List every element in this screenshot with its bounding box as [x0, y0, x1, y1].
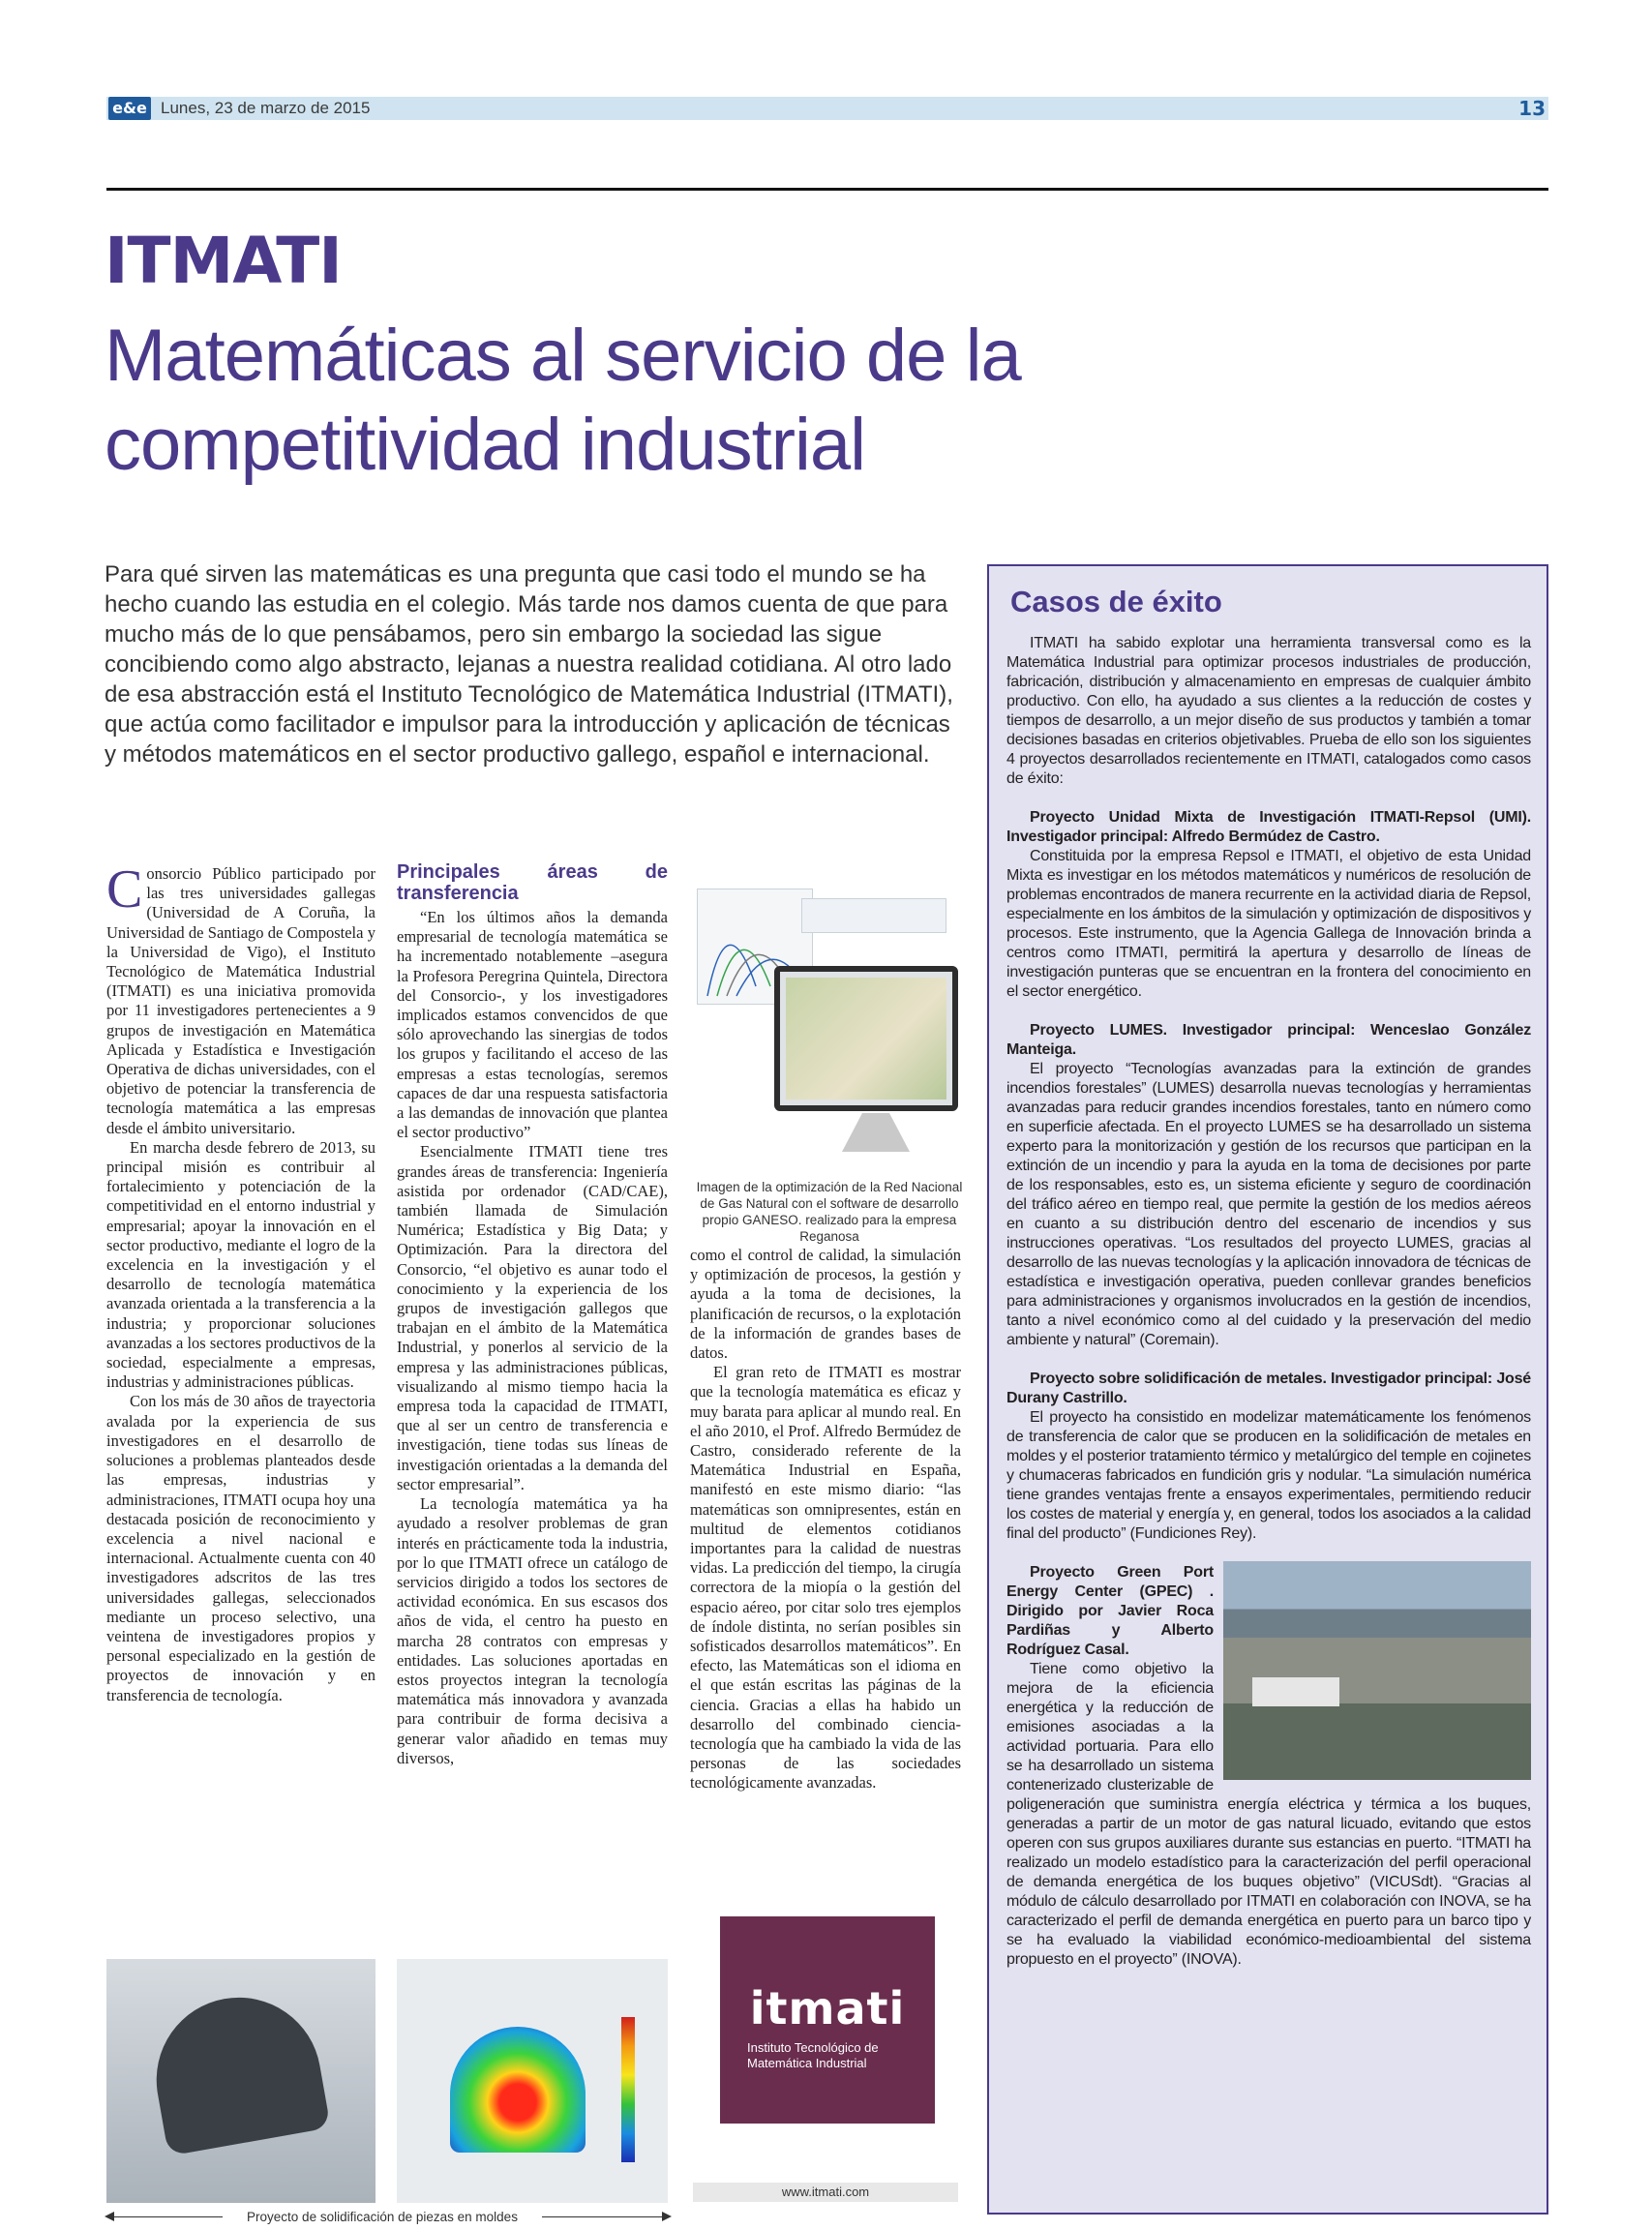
- newspaper-logo: e&e: [108, 97, 151, 120]
- website-link[interactable]: www.itmati.com: [693, 2183, 958, 2202]
- project-3-title: Proyecto sobre solidificación de metales. Investigador principal: José Durany Castrillo.: [1006, 1371, 1531, 1406]
- top-rule: [106, 188, 1548, 191]
- arrow-left-icon: [105, 2212, 114, 2221]
- subheading: Principales áreas de transferencia: [397, 861, 668, 904]
- itmati-logo: itmati: [749, 1982, 906, 2034]
- col2-paragraph-2: Esencialmente ITMATI tiene tres grandes áreas de transferencia: Ingeniería asistida por ordenador (CAD/CAE), también llamada de Simulación Numérica; Estadística y Big Data; y Optimización. Para la directora del Consorcio, “el objetivo es aunar todo el conocimiento y la experiencia de los grupos de investigación gallegos que trabajan en el ámbito de la Matemática Industrial, y ponerlos al servicio de la empresa y las administraciones públicas, visualizando al mismo tiempo hacia la empresa toda la capacidad de ITMATI, que al ser un centro de transferencia e investigación, tiene todas sus líneas de investigación orientadas a la demanda del sector empresarial”.: [397, 1142, 668, 1493]
- sidebar-intro: ITMATI ha sabido explotar una herramienta transversal como es la Matemática Industrial para optimizar procesos industriales de producción, fabricación, distribución y almacenamiento en empresas de cualquier ámbito productivo. Con ello, ha ayudado a sus clientes a la reducción de costes y tiempos de desarrollo, a un mejor diseño de sus productos y también a tomar decisiones basadas en criterios objetivables. Prueba de ello son los siguientes 4 proyectos desarrollados recientemente en ITMATI, catalogados como casos de éxito:: [1006, 635, 1531, 787]
- article-column-2: [397, 861, 668, 1768]
- project-1-text: Constituida por la empresa Repsol e ITMATI, el objetivo de esta Unidad Mixta es investigar en los métodos matemáticos y numéricos de resolución de problemas encontrados de manera recurrente en la actividad diaria de Repsol, especialmente en los ámbitos de la simulación y optimización de dispositivos y procesos. Este instrumento, que la Agencia Gallega de Innovación brinda a centros como ITMATI, permitirá la apertura y desarrollo de líneas de investigación punteras que se encuentran en la frontera del conocimiento en el sector energético.: [1006, 848, 1532, 1000]
- project-2-title: Proyecto LUMES. Investigador principal: Wenceslao González Manteiga.: [1006, 1022, 1531, 1058]
- col1-paragraph-1-text: onsorcio Público participado por las tres universidades gallegas (Universidad de A Coruña, la Universidad de Santiago de Compostela y la Universidad de Vigo), el Instituto Tecnológico de Matemática Industrial (ITMATI) es una iniciativa promovida por 11 investigadores pertenecientes a 9 grupos de investigación en Matemática Aplicada y Estadística e Investigación Operativa de dichas universidades, con el objetivo de potenciar la transferencia de tecnología matemática a las empresas desde el ámbito universitario.: [106, 864, 375, 1137]
- page-number: 13: [1518, 97, 1546, 120]
- monitor-image: [774, 966, 958, 1111]
- sidebar-title: Casos de éxito: [1010, 585, 1222, 618]
- header-date: Lunes, 23 de marzo de 2015: [161, 99, 371, 117]
- col2-paragraph-1: “En los últimos años la demanda empresarial de tecnología matemática se ha incrementado notablemente –asegura la Profesora Peregrina Quintela, Directora del Consorcio-, y los investigadores implicados estamos convencidos de que sólo aprovechando las sinergias de todos los grupos y facilitando el acceso de las empresas a estas tecnologías, seremos capaces de dar una respuesta satisfactoria a las demandas de innovación que plantea el sector productivo”: [397, 908, 668, 1142]
- headline: Matemáticas al servicio de la competitividad industrial: [105, 315, 1021, 486]
- col3-paragraph-1: como el control de calidad, la simulación y optimización de procesos, la gestión y ayuda a la toma de decisiones, la planificación de recursos, o la explotación de la información de grandes bases de datos.: [690, 1246, 961, 1363]
- figure-caption-top: Imagen de la optimización de la Red Nacional de Gas Natural con el software de desarrollo propio GANESO. realizado para la empresa Reganosa: [696, 1180, 963, 1244]
- project-4-title: Proyecto Green Port Energy Center (GPEC) . Dirigido por Javier Roca Pardiñas y Alberto Rodríguez Casal.: [1006, 1564, 1214, 1658]
- dropcap: C: [106, 859, 143, 919]
- section-tag: ITMATI: [105, 224, 342, 298]
- monitor-stand: [842, 1113, 910, 1152]
- metal-part-shape: [143, 1984, 330, 2155]
- port-photo-image: [1223, 1561, 1531, 1780]
- col1-paragraph-2: En marcha desde febrero de 2013, su principal misión es contribuir al fortalecimiento y potenciación de la competitividad en el entorno industrial y empresarial; apoyar la innovación en el sector productivo, mediante el logro de la excelencia en la investigación y el desarrollo de tecnología matemática avanzada orientada a la transferencia a la industria; y proporcionar soluciones avanzadas a los sectores productivos de la sociedad, especialmente a empresas, industrias y administraciones públicas.: [106, 1137, 375, 1392]
- article-column-3: [690, 1246, 961, 1793]
- itmati-logo-box: [720, 1916, 935, 2124]
- project-1-title: Proyecto Unidad Mixta de Investigación ITMATI-Repsol (UMI). Investigador principal: Alfredo Bermúdez de Castro.: [1006, 809, 1531, 845]
- itmati-logo-subtitle: Instituto Tecnológico de Matemática Industrial: [747, 2040, 879, 2070]
- sidebar-body: [1006, 634, 1531, 1970]
- metal-part-image: [106, 1959, 375, 2203]
- article-column-1: [106, 859, 375, 1705]
- project-2-text: El proyecto “Tecnologías avanzadas para la extinción de grandes incendios forestales” (LUMES) desarrolla nuevas tecnologías y herramientas avanzadas para reducir grandes incendios forestales, tanto en número como en superficie afectada. En el proyecto LUMES se ha desarrollado un sistema experto para la monitorización y gestión de los recursos que participan en la extinción de un incendio y para la ayuda en la toma de decisiones por parte de los responsables, esto es, un sistema eficiente y seguro de coordinación del tráfico aéreo en tiempo real, que permite la gestión de los medios aéreos en cuanto a su distribución dentro del escenario de incendios y sus instrucciones operativas. “Los resultados del proyecto LUMES, gracias al desarrollo de las nuevas tecnologías y la aplicación innovadora de técnicas de estadística e investigación operativa, pueden conllevar grandes beneficios para administraciones y organismos involucrados en la gestión de incendios, tanto a nivel económico como al del cuidado y la preservación del medio ambiente y natural” (Coremain).: [1006, 1061, 1531, 1348]
- heat-simulation-shape: [450, 2027, 586, 2153]
- project-4-text: Tiene como objetivo la mejora de la eficiencia energética y la reducción de emisiones asociadas a la actividad portuaria. Para ello se ha desarrollado un sistema contenerizado clusterizable de poligeneración que suministra energía eléctrica y térmica a los buques, generadas a partir de un motor de gas natural licuado, evitando que estos operen con sus grupos auxiliares durante sus estancias en puerto. “ITMATI ha realizado un modelo estadístico para la caracterización del perfil operacional de demanda energética de los buques objetivo” (VICUSdt). “Gracias al módulo de cálculo desarrollado por ITMATI en colaboración con INOVA, se ha caracterizado el perfil de demanda energética en puerto para un barco tipo y se ha evaluado la viabilidad económico-medioambiental del sistema propuesto en el proyecto” (INOVA).: [1006, 1661, 1531, 1968]
- col3-paragraph-2: El gran reto de ITMATI es mostrar que la tecnología matemática es eficaz y muy barata para aplicar al mundo real. En el año 2010, el Prof. Alfredo Bermúdez de Castro, considerado referente de la Matemática Industrial en España, manifestó en este mismo diario: “las matemáticas son omnipresentes, están en multitud de elementos cotidianos importantes para la calidad de nuestras vidas. La predicción del tiempo, la cirugía correctora de la miopía o la gestión del espacio aéreo, por citar solo tres ejemplos de índole distinta, no serían posibles sin sofisticados desarrollos matemáticos”. En efecto, las Matemáticas son el idioma en el que están escritas las páginas de la ciencia. Gracias a ellas ha habido un desarrollo del combinado ciencia-tecnología que ha cambiado la vida de las personas de las sociedades tecnológicamente avanzadas.: [690, 1363, 961, 1793]
- lead-paragraph: Para qué sirven las matemáticas es una pregunta que casi todo el mundo se ha hecho cuando las estudia en el colegio. Más tarde nos damos cuenta de que para mucho más de lo que pensábamos, pero sin embargo la sociedad las sigue concibiendo como algo abstracto, lejanas a nuestra realidad cotidiana. Al otro lado de esa abstracción está el Instituto Tecnológico de Matemática Industrial (ITMATI), que actúa como facilitador e impulsor para la introducción y aplicación de técnicas y métodos matemáticos en el sector productivo gallego, español e internacional.: [105, 561, 953, 768]
- figure-caption-bottom: Proyecto de solidificación de piezas en moldes: [223, 2209, 542, 2225]
- project-4-block: [1006, 1563, 1531, 1970]
- map-screen: [786, 978, 946, 1100]
- col1-paragraph-3: Con los más de 30 años de trayectoria avalada por la experiencia de sus investigadores en el desarrollo de soluciones a problemas planteados desde las empresas, industrias y administraciones, ITMATI ocupa hoy una destacada posición de reconocimiento y excelencia a nivel nacional e internacional. Actualmente cuenta con 40 investigadores adscritos de las tres universidades gallegas, seleccionados mediante un proceso selectivo, una veintena de investigadores propios y personal especializado en la gestión de proyectos de innovación y en transferencia de tecnología.: [106, 1392, 375, 1704]
- arrow-right-icon: [662, 2212, 672, 2221]
- simulation-image: [397, 1959, 668, 2203]
- results-table-image: [801, 898, 946, 933]
- gas-network-figure: [697, 889, 958, 1169]
- success-cases-sidebar: [987, 564, 1548, 2215]
- color-scale-bar: [621, 2017, 635, 2162]
- project-3-text: El proyecto ha consistido en modelizar matemáticamente los fenómenos de transferencia de calor que se producen en la solidificación de metales en moldes y el posterior tratamiento térmico y metalúrgico del temple en cojinetes y chumaceras fabricados en fundición gris y nodular. “La simulación numérica tiene grandes ventajas frente a ensayos experimentales, permitiendo reducir los costes de material y energía y, en general, todos los asociados a la calidad final del producto” (Fundiciones Rey).: [1006, 1409, 1531, 1542]
- col2-paragraph-3: La tecnología matemática ya ha ayudado a resolver problemas de gran interés en prácticamente toda la industria, por lo que ITMATI ofrece un catálogo de servicios dirigido a todos los sectores de actividad económica. En sus escasos dos años de vida, el centro ha puesto en marcha 28 contratos con empresas y entidades. Las soluciones aportadas en estos proyectos integran la tecnología matemática más innovadora y avanzada para contribuir de forma decisiva a generar valor añadido en temas muy diversos,: [397, 1494, 668, 1767]
- col1-paragraph-1: [106, 859, 375, 1138]
